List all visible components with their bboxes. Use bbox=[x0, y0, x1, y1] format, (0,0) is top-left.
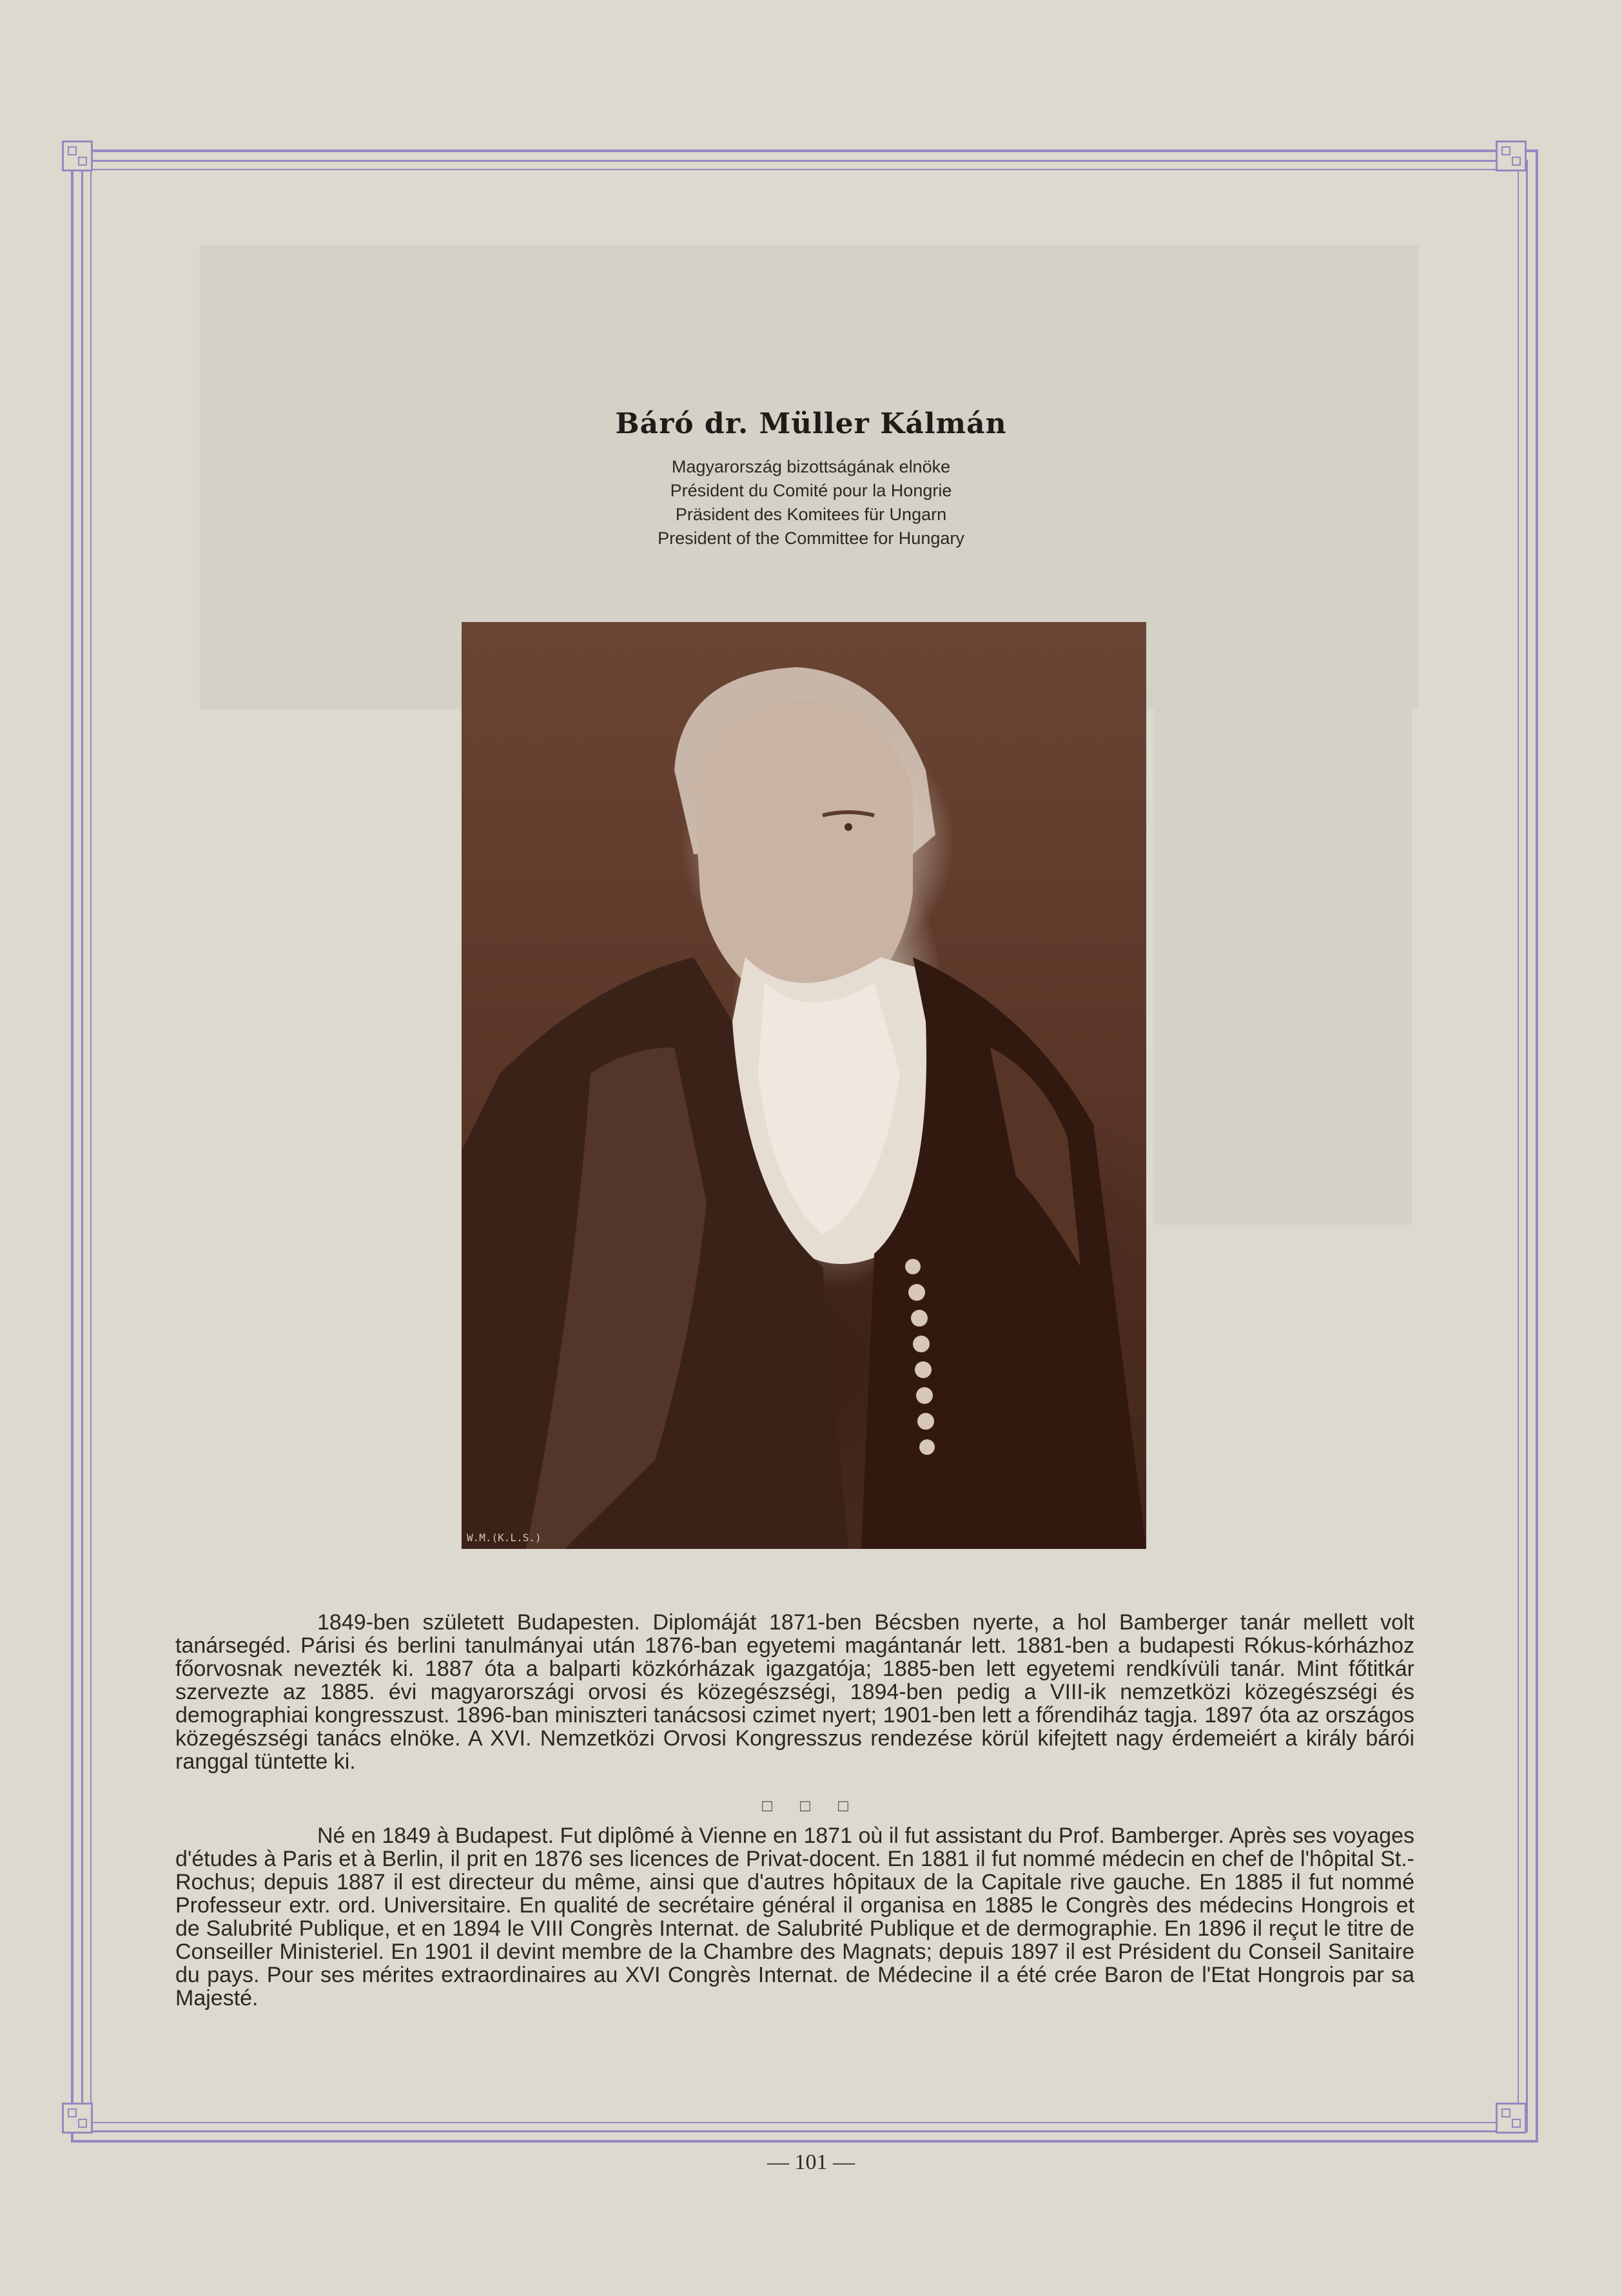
biography-hungarian bbox=[175, 1611, 1414, 1773]
biography-french bbox=[175, 1824, 1414, 2010]
role-hungarian: Magyarország bizottságának elnöke bbox=[671, 457, 951, 476]
biography-hungarian-text: 1849-ben született Budapesten. Diplomáját 1871-ben Bécsben nyerte, a hol Bamberger tanár mellett volt tanársegéd. Párisi és berlini tanulmányai után 1876-ban egyetemi magántanár lett. 1881-ben a budapesti Rókus-kórházhoz főorvosnak nevezték ki. 1887 óta a balparti közkórházak igazgatója; 1885-ben lett egyetemi rendkívüli tanár. Mint főtitkár szervezte az 1885. évi magyarországi orvosi és közegészségi, 1894-ben pedig a VIII-ik nemzetközi közegészségi és demographiai kongresszust. 1896-ban miniszteri tanácsosi czimet nyert; 1901-ben lett a főrendiház tagja. 1897 óta az országos közegészségi tanács elnöke. A XVI. Nemzetközi Orvosi Kongresszus rendezése körül kifejtett nagy érdemeiért a király bárói ranggal tüntette ki. bbox=[175, 1610, 1414, 1774]
corner-ornament-top-right bbox=[1496, 141, 1527, 171]
photographer-signature: W.M.(K.L.S.) bbox=[467, 1532, 542, 1544]
corner-ornament-bottom-right bbox=[1496, 2103, 1527, 2134]
biography-french-text: Né en 1849 à Budapest. Fut diplômé à Vienne en 1871 où il fut assistant du Prof. Bamberger. Après ses voyages d'études à Paris et à Berlin, il prit en 1876 ses licences de Privat-docent. En 1881 il fut nommé médecin en chef de l'hôpital St.-Rochus; depuis 1887 il est directeur du même, ainsi que d'autres hôpitaux de la Capitale rive gauche. En 1885 il fut nommé Professeur extr. ord. Universitaire. En qualité de secrétaire général il organisa en 1885 le Congrès des médecins Hongrois et de Salubrité Publique, et en 1894 le VIII Congrès Internat. de Salubrité Publique et de dermographie. En 1896 il reçut le titre de Conseiller Ministeriel. En 1901 il devint membre de la Chambre des Magnats; depuis 1897 il est Président du Conseil Sanitaire du pays. Pour ses mérites extraordinaires au XVI Congrès Internat. de Médecine il a été crée Baron de l'Etat Hongrois par sa Majesté. bbox=[175, 1824, 1414, 2010]
role-english: President of the Committee for Hungary bbox=[658, 529, 964, 548]
role-french: Président du Comité pour la Hongrie bbox=[670, 481, 952, 500]
page-number: — 101 — bbox=[767, 2150, 855, 2174]
section-separator: □ □ □ bbox=[762, 1796, 860, 1815]
portrait-photo bbox=[462, 622, 1146, 1549]
portrait-illustration bbox=[462, 622, 1146, 1549]
corner-ornament-top-left bbox=[62, 141, 93, 171]
corner-ornament-bottom-left bbox=[62, 2103, 93, 2134]
role-german: Präsident des Komitees für Ungarn bbox=[675, 505, 947, 524]
page-title: Báró dr. Müller Kálmán bbox=[615, 407, 1007, 440]
role-list bbox=[0, 455, 1622, 550]
